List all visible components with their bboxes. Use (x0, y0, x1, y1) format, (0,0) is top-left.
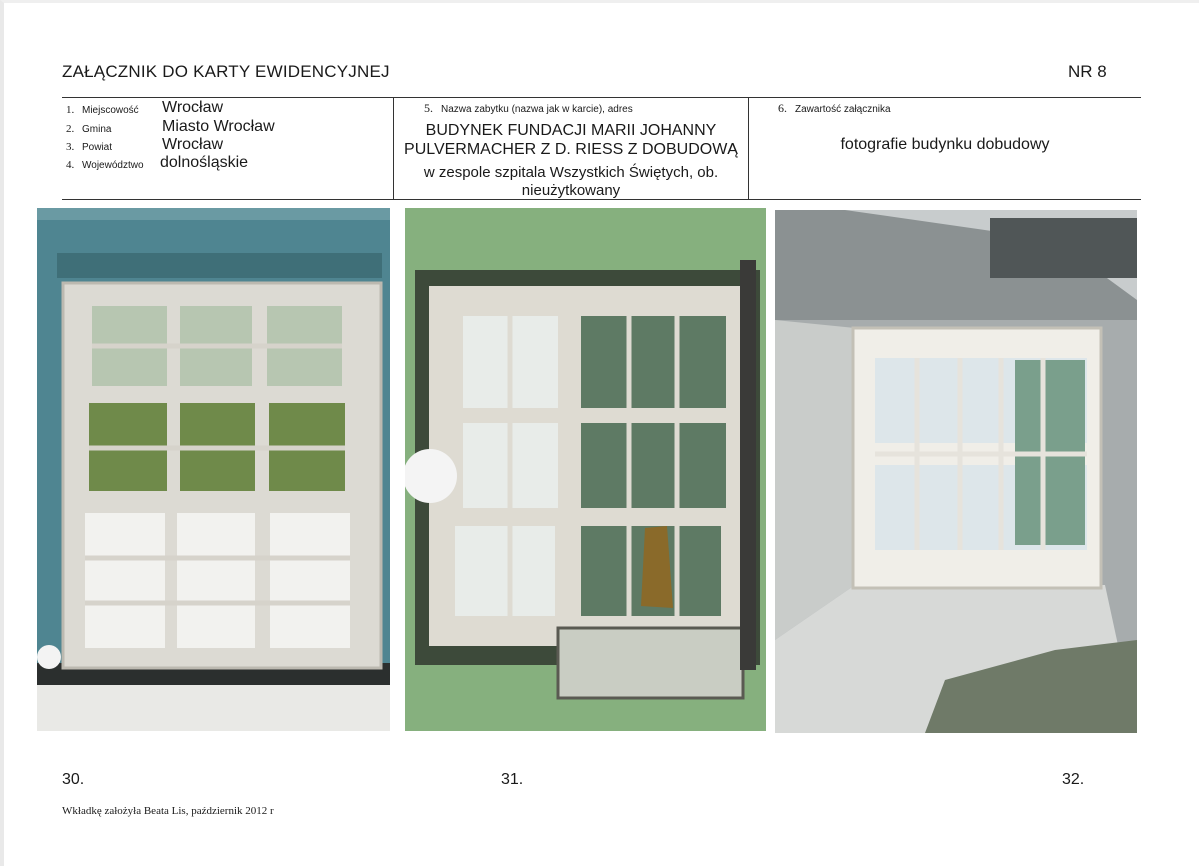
section-label: Nazwa zabytku (nazwa jak w karcie), adres (441, 104, 633, 115)
page-title: ZAŁĄCZNIK DO KARTY EWIDENCYJNEJ (62, 62, 390, 81)
photo-caption: 31. (501, 771, 524, 788)
table-top-rule (62, 97, 1141, 98)
row-label: Województwo (82, 160, 144, 171)
commune-value: Miasto Wrocław (162, 118, 275, 135)
contents-heading (778, 101, 891, 116)
monument-location-line: w zespole szpitala Wszystkich Świętych, ob. (423, 164, 719, 181)
window-photo-icon (775, 210, 1137, 733)
row-label: Miejscowość (82, 105, 139, 116)
monument-location (395, 164, 747, 200)
monument-name-line: PULVERMACHER Z D. RIESS Z DOBUDOWĄ (404, 141, 738, 158)
column-divider (393, 98, 394, 200)
photo-30 (37, 208, 390, 731)
section-label: Zawartość załącznika (795, 104, 891, 115)
photo-32 (775, 210, 1137, 733)
row-number: 3. (66, 141, 75, 153)
monument-heading (424, 101, 633, 116)
photo-caption: 32. (1062, 771, 1085, 788)
section-number: 6. (778, 101, 787, 115)
attachment-contents: fotografie budynku dobudowy (840, 136, 1050, 153)
author-note: Wkładkę założyła Beata Lis, październik 2012 r (62, 805, 274, 817)
section-number: 5. (424, 101, 433, 115)
locality-value: Wrocław (162, 99, 224, 116)
row-label: Gmina (82, 124, 112, 135)
column-divider (748, 98, 749, 200)
window-photo-icon (405, 208, 766, 731)
window-photo-icon (37, 208, 390, 731)
photo-31 (405, 208, 766, 731)
monument-location-line: nieużytkowany (521, 182, 621, 199)
row-label: Powiat (82, 142, 113, 153)
monument-name-line: BUDYNEK FUNDACJI MARII JOHANNY (425, 122, 717, 139)
row-number: 1. (66, 104, 75, 116)
attachment-number: NR 8 (1068, 62, 1107, 81)
monument-name (395, 121, 747, 159)
voivodeship-value: dolnośląskie (160, 154, 249, 171)
district-value: Wrocław (162, 136, 224, 153)
photo-caption: 30. (62, 771, 85, 788)
row-number: 2. (66, 123, 75, 135)
row-number: 4. (66, 159, 75, 171)
